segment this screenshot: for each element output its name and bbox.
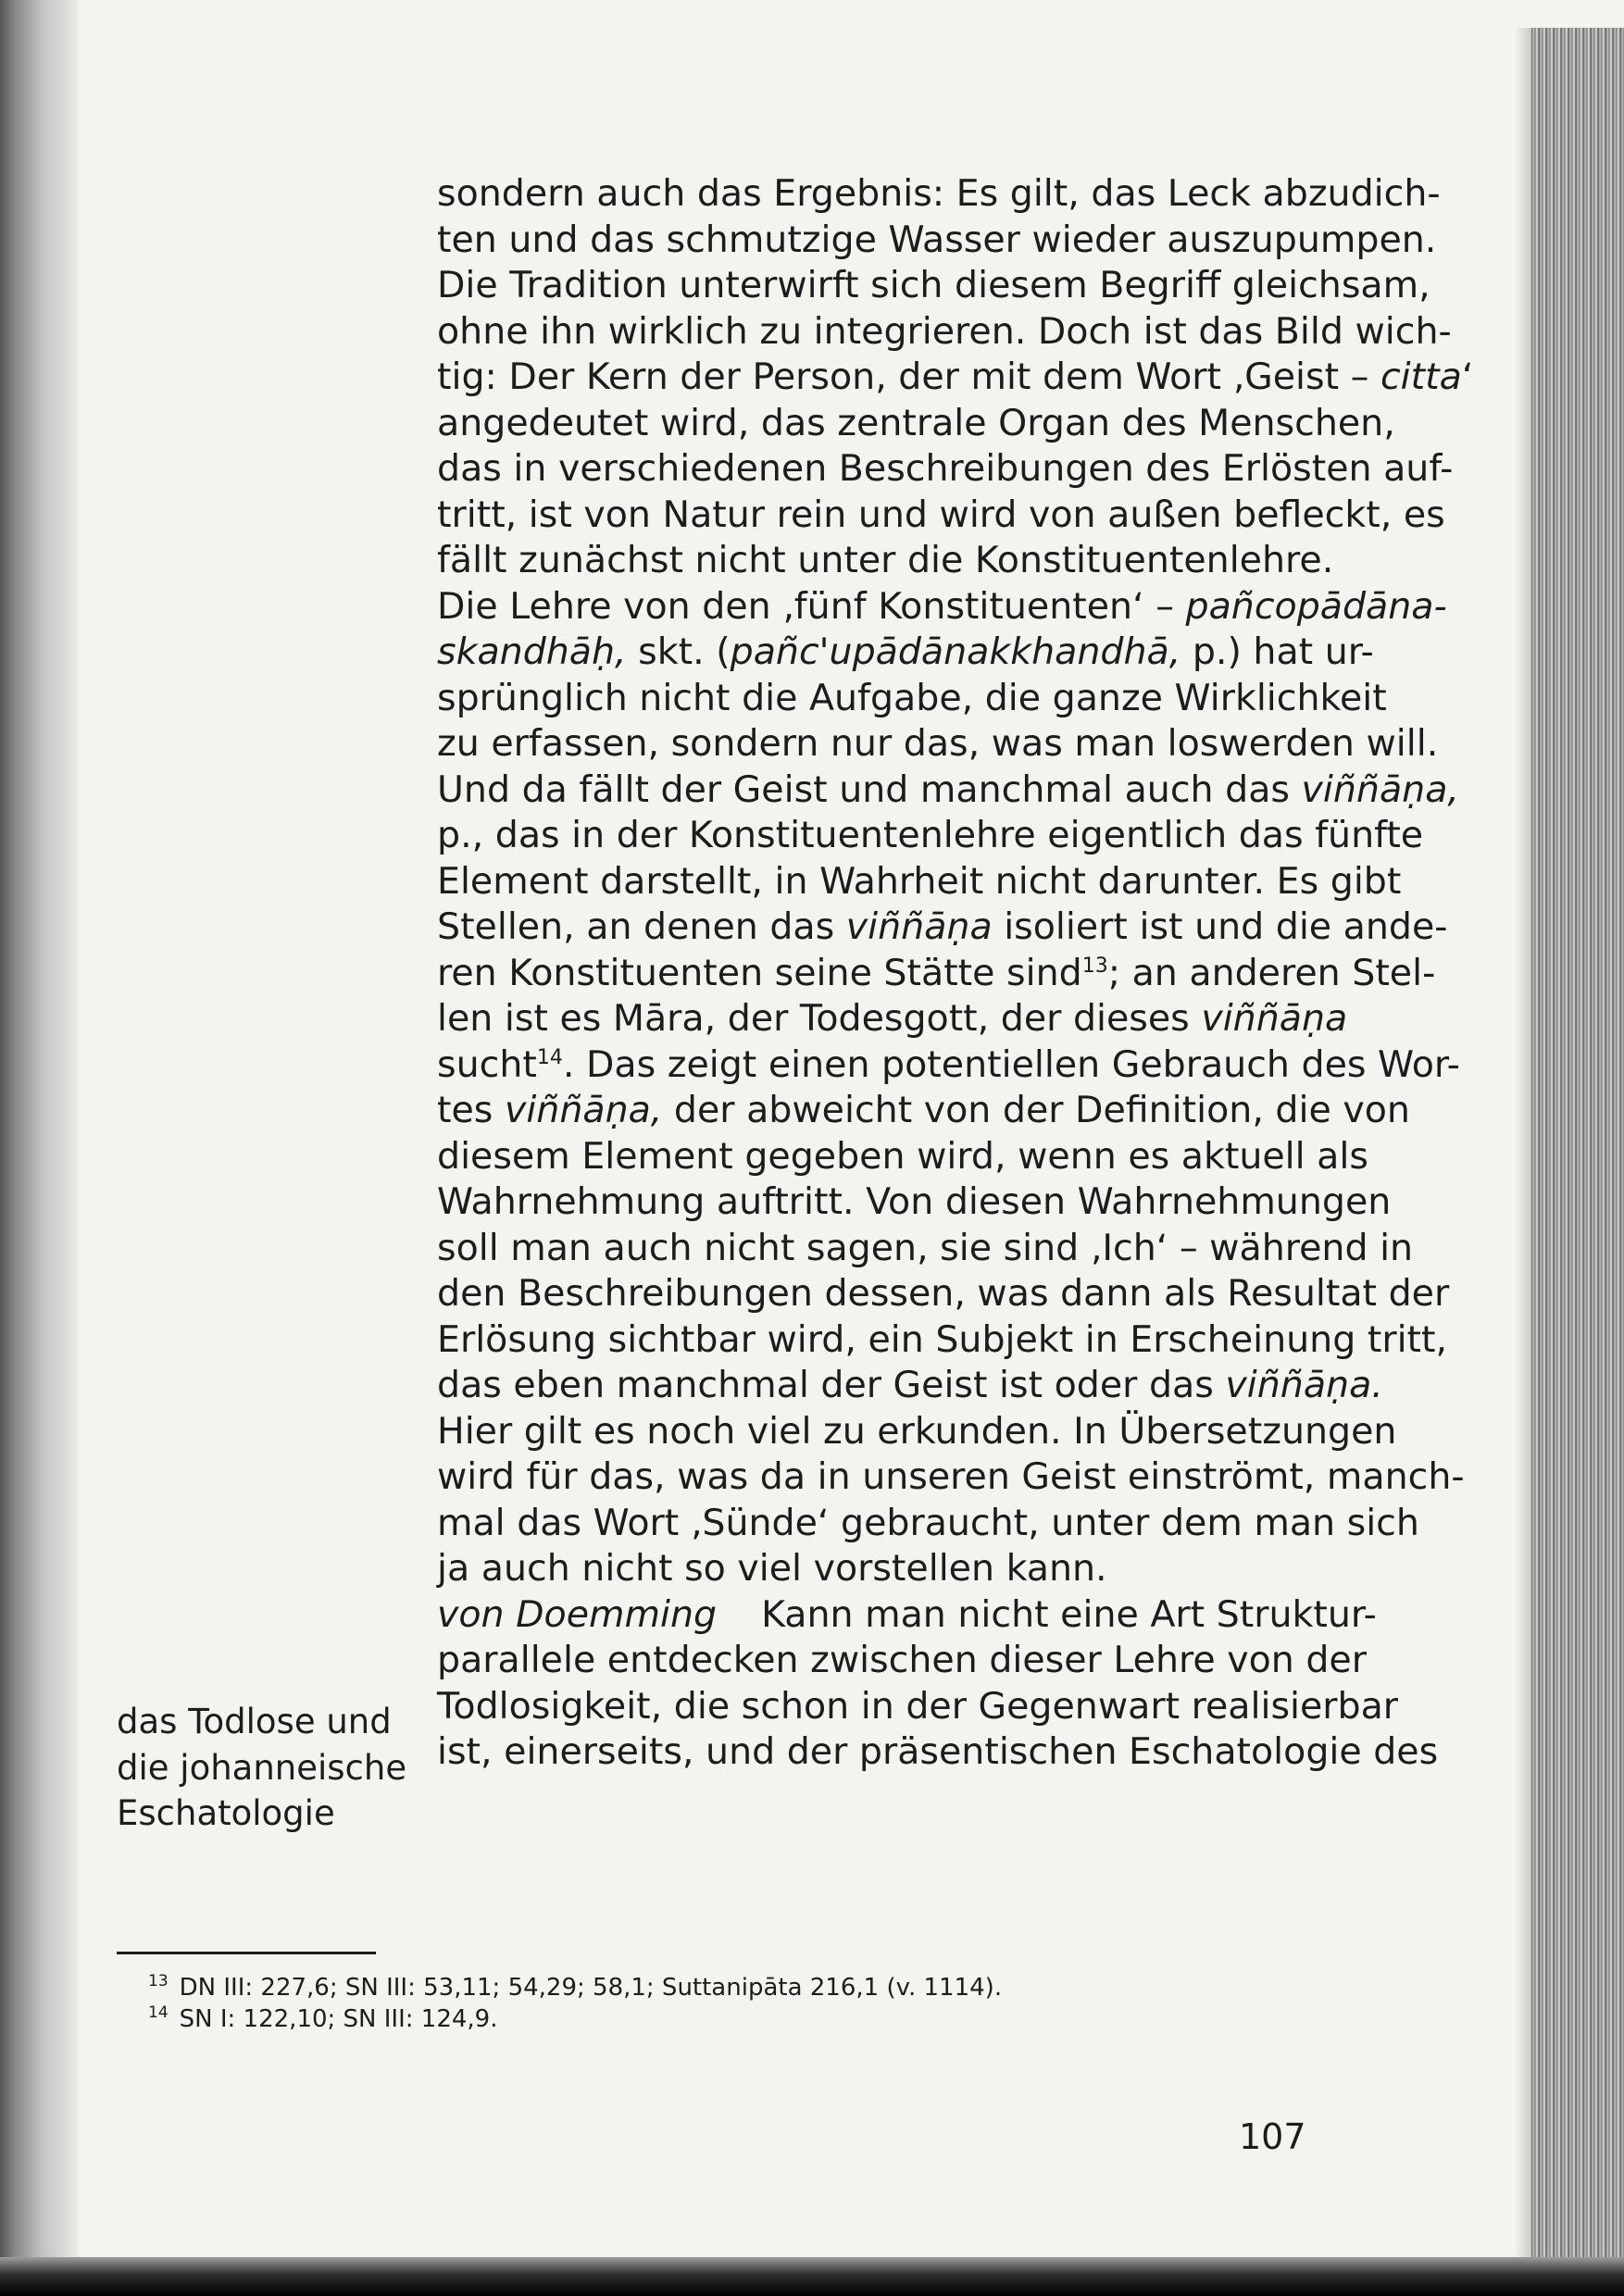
margin-note-line: Eschatologie	[117, 1793, 335, 1833]
footnote-marker: 14	[536, 1045, 563, 1069]
text-line: Die Lehre von den ‚fünf Konstituenten‘ – pañcopādāna-	[437, 584, 1447, 628]
italic-term: viññāṇa.	[1225, 1364, 1383, 1406]
page-number: 107	[1239, 2116, 1306, 2157]
text-line: ten und das schmutzige Wasser wieder auszupumpen.	[437, 218, 1437, 261]
footnote-text: SN I: 122,10; SN III: 124,9.	[179, 2005, 498, 2033]
text-line: fällt zunächst nicht unter die Konstituentenlehre.	[437, 539, 1334, 581]
footnote-13	[148, 1972, 1002, 2003]
italic-term: skandhāḥ,	[437, 630, 627, 673]
scan-bottom-edge	[0, 2257, 1624, 2296]
margin-note-line: die johanneische	[117, 1747, 407, 1788]
text-line: len ist es Māra, der Todesgott, der dieses viññāṇa	[437, 997, 1348, 1040]
text-line: wird für das, was da in unseren Geist einströmt, manch-	[437, 1455, 1465, 1498]
text-line: mal das Wort ‚Sünde‘ gebraucht, unter dem man sich	[437, 1501, 1419, 1544]
text-line: das eben manchmal der Geist ist oder das viññāṇa.	[437, 1364, 1383, 1406]
text-line: angedeutet wird, das zentrale Organ des Menschen,	[437, 401, 1395, 444]
text-line	[437, 1592, 1377, 1639]
text-line: ist, einerseits, und der präsentischen Eschatologie des	[437, 1730, 1439, 1773]
footnotes	[148, 1972, 1002, 2035]
text-line: Todlosigkeit, die schon in der Gegenwart realisierbar	[437, 1684, 1399, 1728]
margin-note-line: das Todlose und	[117, 1702, 392, 1741]
text-line: Erlösung sichtbar wird, ein Subjekt in Erscheinung tritt,	[437, 1317, 1448, 1361]
italic-term: viññāṇa,	[504, 1089, 663, 1131]
text-line: parallele entdecken zwischen dieser Lehre von der	[437, 1639, 1367, 1681]
main-text-column	[437, 171, 1474, 1776]
italic-term: viññāṇa	[845, 905, 993, 948]
italic-term: viññāṇa,	[1301, 767, 1459, 811]
text-line: ja auch nicht so viel vorstellen kann.	[437, 1547, 1107, 1590]
text-line: p., das in der Konstituentenlehre eigentlich das fünfte	[437, 814, 1424, 856]
text-line: ren Konstituenten seine Stätte sind$^{13}$; an anderen Stel-	[437, 951, 1436, 994]
text-line: skandhāḥ, skt. (pañc'upādānakkhandhā, p.) hat ur-	[437, 630, 1374, 673]
speaker-text: Kann man nicht eine Art Struktur-	[761, 1592, 1377, 1636]
text-line: Und da fällt der Geist und manchmal auch das viññāṇa,	[437, 767, 1459, 811]
text-line: Element darstellt, in Wahrheit nicht darunter. Es gibt	[437, 859, 1402, 903]
text-line: diesem Element gegeben wird, wenn es aktuell als	[437, 1134, 1368, 1178]
text-line: den Beschreibungen dessen, was dann als Resultat der	[437, 1272, 1450, 1315]
italic-term: pañcopādāna-	[1185, 584, 1447, 628]
speaker-name: von Doemming	[437, 1592, 718, 1636]
text-line: das in verschiedenen Beschreibungen des Erlösten auf-	[437, 447, 1454, 490]
margin-note	[117, 1699, 413, 1837]
text-line: sondern auch das Ergebnis: Es gilt, das Leck abzudich-	[437, 172, 1441, 215]
footnote-14	[148, 2003, 1002, 2035]
text-line: zu erfassen, sondern nur das, was man loswerden will.	[437, 722, 1439, 765]
footnote-text: DN III: 227,6; SN III: 53,11; 54,29; 58,1; Suttanipāta 216,1 (v. 1114).	[179, 1974, 1003, 2002]
text-line: tig: Der Kern der Person, der mit dem Wort ‚Geist – citta‘	[437, 356, 1474, 398]
text-line: ohne ihn wirklich zu integrieren. Doch ist das Bild wich-	[437, 309, 1452, 353]
footnote-number: 14	[148, 2003, 169, 2023]
text-line: Wahrnehmung auftritt. Von diesen Wahrnehmungen	[437, 1180, 1392, 1223]
text-line: soll man auch nicht sagen, sie sind ‚Ich‘ – während in	[437, 1226, 1414, 1269]
footnote-marker: 13	[1081, 954, 1108, 978]
footnote-divider	[117, 1952, 376, 1954]
text-line: tritt, ist von Natur rein und wird von außen befleckt, es	[437, 493, 1445, 536]
page-edges	[1531, 28, 1624, 2268]
italic-term: viññāṇa	[1201, 997, 1348, 1040]
italic-term: pañc'upādānakkhandhā,	[730, 630, 1181, 673]
footnote-number: 13	[148, 1972, 169, 1991]
italic-term-citta: citta	[1380, 356, 1462, 398]
text-line: Die Tradition unterwirft sich diesem Begriff gleichsam,	[437, 264, 1430, 306]
text-line: Hier gilt es noch viel zu erkunden. In Übersetzungen	[437, 1409, 1397, 1453]
text-line: sprünglich nicht die Aufgabe, die ganze Wirklichkeit	[437, 676, 1387, 719]
text-line: Stellen, an denen das viññāṇa isoliert ist und die ande-	[437, 905, 1448, 948]
book-gutter-shadow	[0, 0, 79, 2296]
text-line: tes viññāṇa, der abweicht von der Definition, die von	[437, 1089, 1410, 1131]
text-line: sucht$^{14}$. Das zeigt einen potentiellen Gebrauch des Wor-	[437, 1042, 1460, 1086]
